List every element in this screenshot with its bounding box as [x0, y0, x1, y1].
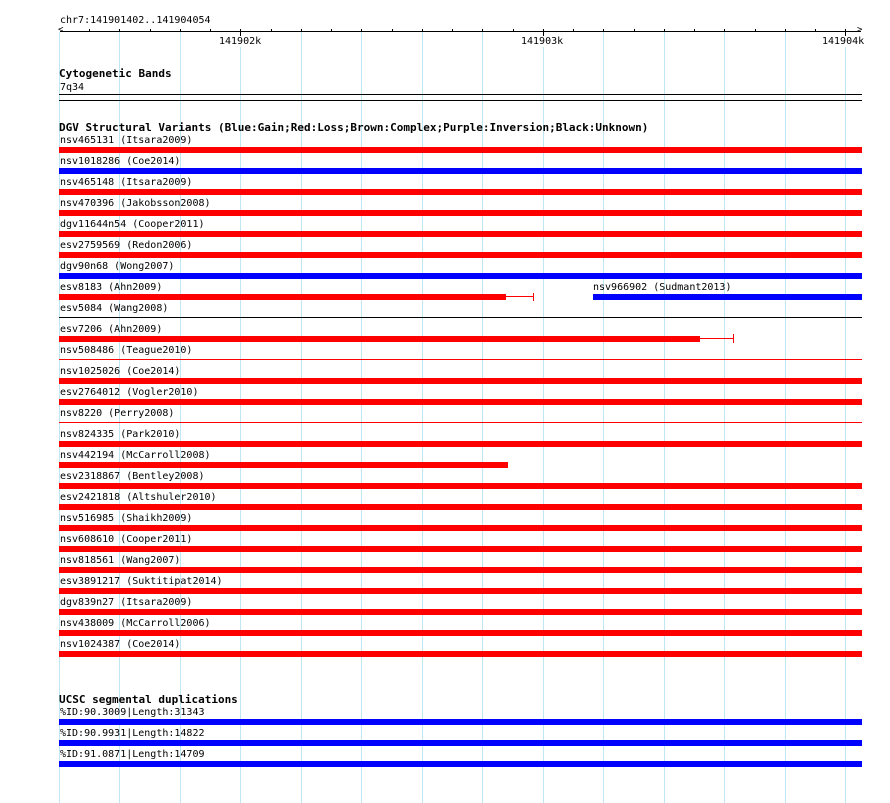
ruler-minor-tick — [150, 29, 151, 32]
variant-extent-line — [506, 296, 533, 297]
variant-label[interactable]: nsv824335 (Park2010) — [60, 429, 181, 440]
segdup-bar[interactable] — [59, 719, 862, 725]
ruler-minor-tick — [361, 29, 362, 32]
variant-bar[interactable] — [59, 168, 862, 174]
variant-bar[interactable] — [59, 609, 862, 615]
variant-bar[interactable] — [59, 630, 862, 636]
variant-bar[interactable] — [59, 359, 862, 360]
variant-bar[interactable] — [59, 189, 862, 195]
ruler-minor-tick — [724, 29, 725, 32]
variant-label[interactable]: esv8183 (Ahn2009) — [60, 282, 163, 293]
variant-bar[interactable] — [59, 462, 508, 468]
variant-label[interactable]: nsv1024387 (Coe2014) — [60, 639, 181, 650]
variant-bar[interactable] — [59, 567, 862, 573]
ruler-minor-tick — [482, 29, 483, 32]
variant-label[interactable]: esv5084 (Wang2008) — [60, 303, 169, 314]
segdup-label[interactable]: %ID:90.9931|Length:14822 — [60, 728, 205, 739]
variant-bar[interactable] — [59, 252, 862, 258]
variant-bar[interactable] — [59, 525, 862, 531]
variant-bar[interactable] — [59, 483, 862, 489]
ruler-minor-tick — [815, 29, 816, 32]
segdup-track-title[interactable]: UCSC segmental duplications — [59, 693, 238, 706]
variant-label[interactable]: dgv90n68 (Wong2007) — [60, 261, 175, 272]
ruler-minor-tick — [785, 29, 786, 32]
dgv-track-title[interactable]: DGV Structural Variants (Blue:Gain;Red:Loss;Brown:Complex;Purple:Inversion;Black:Unknown) — [59, 121, 649, 134]
variant-label[interactable]: esv2421818 (Altshuler2010) — [60, 492, 217, 503]
variant-bar[interactable] — [59, 399, 862, 405]
segdup-label[interactable]: %ID:91.0871|Length:14709 — [60, 749, 205, 760]
ruler-minor-tick — [119, 29, 120, 32]
variant-bar[interactable] — [59, 378, 862, 384]
variant-bar[interactable] — [59, 317, 862, 318]
ruler-left-arrow-icon: < — [58, 25, 64, 35]
variant-label[interactable]: dgv11644n54 (Cooper2011) — [60, 219, 205, 230]
ruler-tick-label: 141904k — [822, 36, 865, 47]
variant-label[interactable]: esv2759569 (Redon2006) — [60, 240, 193, 251]
variant-extent-line — [700, 338, 733, 339]
variant-bar[interactable] — [59, 504, 862, 510]
variant-bar[interactable] — [59, 231, 862, 237]
ruler-minor-tick — [210, 29, 211, 32]
cytoband-ideogram-bottom — [59, 100, 862, 101]
ruler-tick-label: 141903k — [521, 36, 564, 47]
ruler-minor-tick — [513, 29, 514, 32]
variant-bar[interactable] — [59, 210, 862, 216]
variant-label[interactable]: dgv839n27 (Itsara2009) — [60, 597, 193, 608]
variant-bar[interactable] — [59, 546, 862, 552]
ruler-minor-tick — [603, 29, 604, 32]
variant-label[interactable]: nsv465131 (Itsara2009) — [60, 135, 193, 146]
ruler-minor-tick — [755, 29, 756, 32]
variant-label[interactable]: nsv465148 (Itsara2009) — [60, 177, 193, 188]
ruler-minor-tick — [89, 29, 90, 32]
ruler-minor-tick — [422, 29, 423, 32]
variant-label[interactable]: nsv966902 (Sudmant2013) — [593, 282, 732, 293]
segdup-label[interactable]: %ID:90.3009|Length:31343 — [60, 707, 205, 718]
variant-label[interactable]: esv2318867 (Bentley2008) — [60, 471, 205, 482]
variant-bar[interactable] — [593, 294, 862, 300]
ruler-tick-label: 141902k — [219, 36, 262, 47]
ruler-minor-tick — [694, 29, 695, 32]
ruler-minor-tick — [271, 29, 272, 32]
variant-label[interactable]: nsv516985 (Shaikh2009) — [60, 513, 193, 524]
ruler-minor-tick — [331, 29, 332, 32]
ruler-minor-tick — [573, 29, 574, 32]
cytoband-ideogram-top — [59, 94, 862, 95]
variant-label[interactable]: esv7206 (Ahn2009) — [60, 324, 163, 335]
variant-extent-cap — [533, 293, 534, 301]
ruler-right-arrow-icon: > — [857, 25, 863, 35]
segdup-bar[interactable] — [59, 761, 862, 767]
variant-label[interactable]: nsv470396 (Jakobsson2008) — [60, 198, 211, 209]
variant-label[interactable]: nsv1018286 (Coe2014) — [60, 156, 181, 167]
variant-label[interactable]: nsv508486 (Teague2010) — [60, 345, 193, 356]
variant-bar[interactable] — [59, 441, 862, 447]
variant-label[interactable]: nsv442194 (McCarroll2008) — [60, 450, 211, 461]
ruler-location: chr7:141901402..141904054 — [60, 15, 211, 26]
segdup-bar[interactable] — [59, 740, 862, 746]
variant-extent-cap — [733, 334, 734, 343]
variant-bar[interactable] — [59, 147, 862, 153]
variant-label[interactable]: nsv438009 (McCarroll2006) — [60, 618, 211, 629]
variant-label[interactable]: esv2764012 (Vogler2010) — [60, 387, 199, 398]
variant-label[interactable]: nsv608610 (Cooper2011) — [60, 534, 193, 545]
variant-bar[interactable] — [59, 588, 862, 594]
ruler-minor-tick — [392, 29, 393, 32]
variant-bar[interactable] — [59, 294, 506, 300]
variant-label[interactable]: nsv1025026 (Coe2014) — [60, 366, 181, 377]
ruler-minor-tick — [664, 29, 665, 32]
variant-bar[interactable] — [59, 273, 862, 279]
cytoband-track-title[interactable]: Cytogenetic Bands — [59, 67, 172, 80]
variant-label[interactable]: esv3891217 (Suktitipat2014) — [60, 576, 223, 587]
variant-bar[interactable] — [59, 651, 862, 657]
ruler-minor-tick — [301, 29, 302, 32]
variant-label[interactable]: nsv8220 (Perry2008) — [60, 408, 175, 419]
variant-bar[interactable] — [59, 422, 862, 423]
ruler-minor-tick — [634, 29, 635, 32]
variant-label[interactable]: nsv818561 (Wang2007) — [60, 555, 181, 566]
variant-bar[interactable] — [59, 336, 700, 342]
cytoband-label: 7q34 — [60, 82, 85, 93]
ruler-minor-tick — [180, 29, 181, 32]
ruler-minor-tick — [452, 29, 453, 32]
